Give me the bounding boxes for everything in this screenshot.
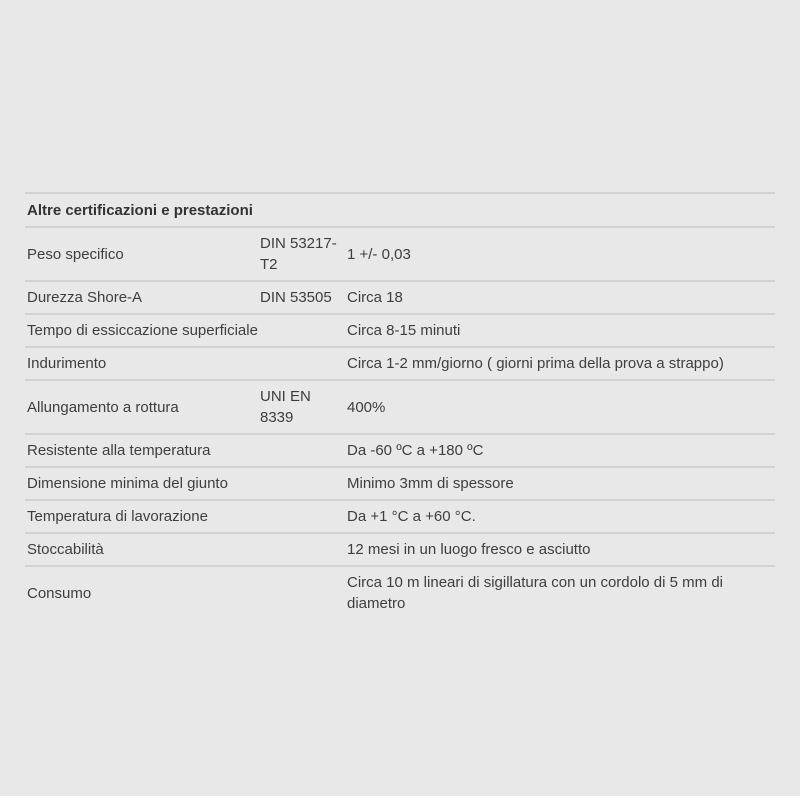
property-cell: Allungamento a rottura (25, 380, 260, 434)
bottom-edge-strip (0, 796, 800, 800)
table-title: Altre certificazioni e prestazioni (25, 193, 775, 227)
property-cell: Temperatura di lavorazione (25, 500, 260, 533)
table-row (25, 347, 775, 380)
standard-cell (260, 314, 347, 347)
value-cell: Da -60 ºC a +180 ºC (347, 434, 775, 467)
standard-cell (260, 566, 347, 619)
specifications-table-section (25, 192, 775, 619)
table-row (25, 566, 775, 619)
table-row (25, 434, 775, 467)
standard-cell (260, 434, 347, 467)
table-row (25, 227, 775, 281)
table-row (25, 281, 775, 314)
table-row (25, 533, 775, 566)
property-cell: Durezza Shore-A (25, 281, 260, 314)
property-cell: Dimensione minima del giunto (25, 467, 260, 500)
table-header-row (25, 193, 775, 227)
property-cell: Consumo (25, 566, 260, 619)
property-cell: Indurimento (25, 347, 260, 380)
standard-cell: UNI EN 8339 (260, 380, 347, 434)
property-cell: Resistente alla temperatura (25, 434, 260, 467)
specifications-table (25, 192, 775, 619)
value-cell: Minimo 3mm di spessore (347, 467, 775, 500)
standard-cell: DIN 53505 (260, 281, 347, 314)
value-cell: Circa 18 (347, 281, 775, 314)
value-cell: 12 mesi in un luogo fresco e asciutto (347, 533, 775, 566)
value-cell: Da +1 °C a +60 °C. (347, 500, 775, 533)
standard-cell (260, 533, 347, 566)
standard-cell (260, 467, 347, 500)
value-cell: 400% (347, 380, 775, 434)
property-cell: Peso specifico (27, 245, 124, 263)
table-row (25, 380, 775, 434)
table-row (25, 500, 775, 533)
table-row (25, 467, 775, 500)
value-cell: Circa 10 m lineari di sigillatura con un cordolo di 5 mm di diametro (347, 566, 775, 619)
value-cell: 1 +/- 0,03 (347, 245, 411, 263)
property-cell: Stoccabilità (25, 533, 260, 566)
standard-cell: DIN 53217-T2 (260, 235, 337, 273)
value-cell: Circa 8-15 minuti (347, 314, 775, 347)
table-row (25, 314, 775, 347)
standard-cell (260, 500, 347, 533)
spec-table-body (25, 227, 775, 619)
property-cell: Tempo di essiccazione superficiale (25, 314, 260, 347)
value-cell: Circa 1-2 mm/giorno ( giorni prima della prova a strappo) (347, 347, 775, 380)
standard-cell (260, 347, 347, 380)
